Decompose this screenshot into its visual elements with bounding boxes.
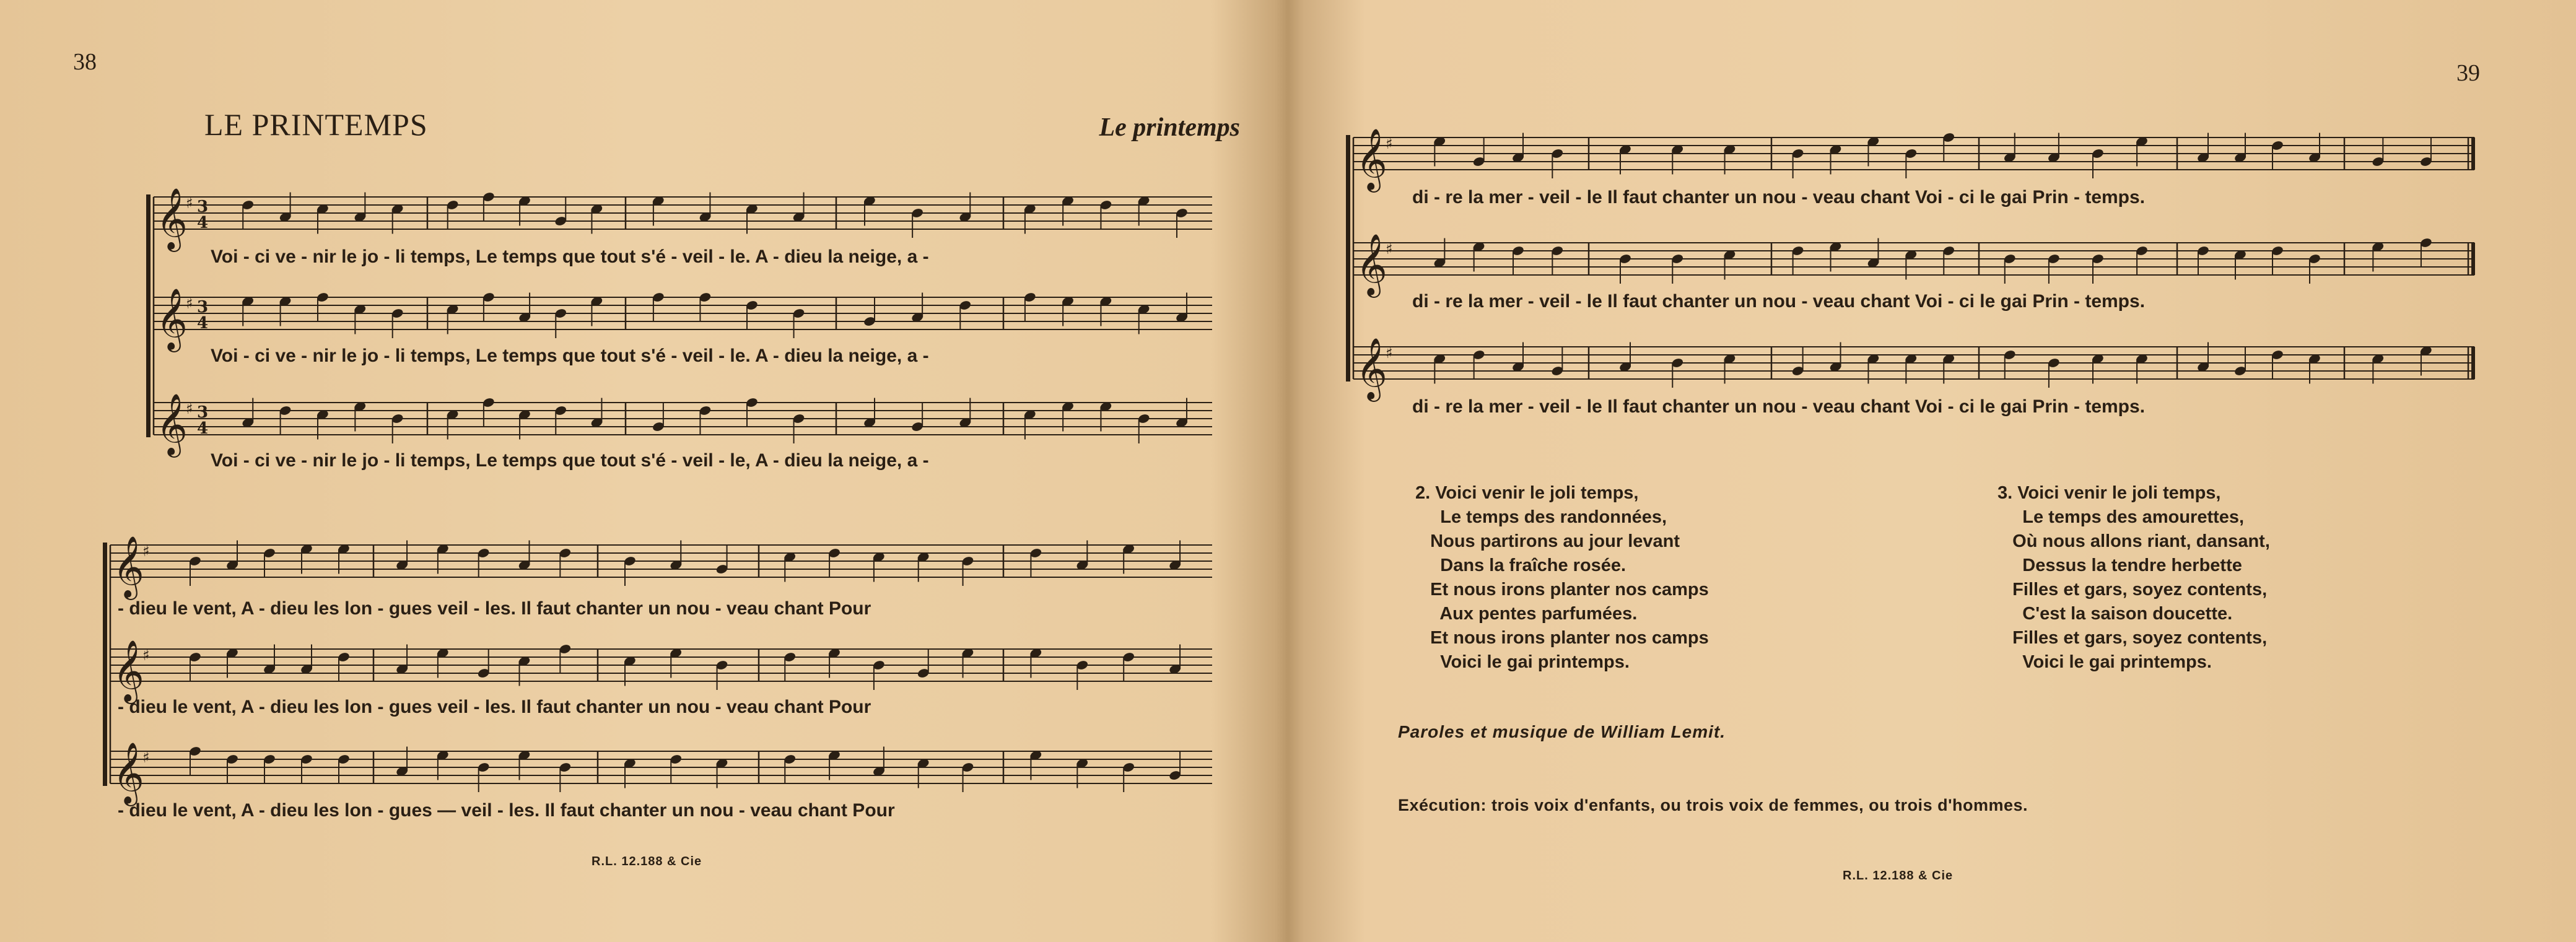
key-signature-sharp: ♯ bbox=[186, 194, 193, 212]
system-bracket bbox=[1346, 135, 1350, 382]
key-signature-sharp: ♯ bbox=[1386, 135, 1393, 152]
key-signature-sharp: ♯ bbox=[186, 400, 193, 417]
treble-clef-icon: 𝄞 bbox=[156, 188, 188, 250]
key-signature-sharp: ♯ bbox=[142, 647, 150, 664]
treble-clef-icon: 𝄞 bbox=[156, 288, 188, 350]
verse-2: 2. Voici venir le joli temps, Le temps des randonnées, Nous partirons au jour levant Dans la fraîche rosée. Et nous irons planter nos camps Aux pentes parfumées. Et nous irons planter nos camps Voici le gai printemps. bbox=[1415, 483, 1709, 672]
lyrics-right-voice2: di - re la mer - veil - le Il faut chanter un nou - veau chant Voi - ci le gai Prin - temps. bbox=[1412, 291, 2146, 312]
staff bbox=[110, 649, 1212, 681]
treble-clef-icon: 𝄞 bbox=[1356, 338, 1387, 399]
author-credit: Paroles et musique de William Lemit. bbox=[1398, 722, 1726, 741]
song-subtitle: Le printemps bbox=[1099, 113, 1240, 142]
lyrics-system1-voice3: Voi - ci ve - nir le jo - li temps, Le temps que tout s'é - veil - le, A - dieu la neige, a - bbox=[211, 450, 929, 471]
treble-clef-icon: 𝄞 bbox=[113, 536, 144, 598]
lyrics-system2-voice3: - dieu le vent, A - dieu les lon - gues — veil - les. Il faut chanter un nou - veau chant Pour bbox=[118, 800, 895, 821]
lyrics-system2-voice2: - dieu le vent, A - dieu les lon - gues veil - les. Il faut chanter un nou - veau chant Pour bbox=[118, 697, 871, 717]
staff bbox=[154, 297, 1212, 329]
time-signature-top: 3 bbox=[197, 198, 209, 216]
lyrics-system1-voice2: Voi - ci ve - nir le jo - li temps, Le temps que tout s'é - veil - le. A - dieu la neige, a - bbox=[211, 346, 929, 366]
staff bbox=[154, 197, 1212, 229]
verse-3: 3. Voici venir le joli temps, Le temps des amourettes, Où nous allons riant, dansant, Dessus la tendre herbette Filles et gars, soyez contents, C'est la saison doucette. Filles et gars, soyez contents, Voici le gai printemps. bbox=[1997, 483, 2270, 672]
key-signature-sharp: ♯ bbox=[142, 543, 150, 560]
treble-clef-icon: 𝄞 bbox=[1356, 128, 1387, 190]
publisher-mark-right: R.L. 12.188 & Cie bbox=[1843, 869, 1954, 883]
time-signature-top: 3 bbox=[197, 298, 209, 316]
staff bbox=[110, 751, 1212, 783]
key-signature-sharp: ♯ bbox=[1386, 344, 1393, 362]
key-signature-sharp: ♯ bbox=[186, 295, 193, 312]
left-page bbox=[0, 0, 1282, 942]
final-barline-thick bbox=[2471, 137, 2475, 170]
staff bbox=[154, 403, 1212, 435]
final-barline-thick bbox=[2471, 243, 2475, 275]
key-signature-sharp: ♯ bbox=[1386, 240, 1393, 258]
lyrics-right-voice1: di - re la mer - veil - le Il faut chanter un nou - veau chant Voi - ci le gai Prin - temps. bbox=[1412, 187, 2146, 207]
time-signature-bottom: 4 bbox=[197, 419, 209, 438]
treble-clef-icon: 𝄞 bbox=[1356, 233, 1387, 295]
key-signature-sharp: ♯ bbox=[142, 749, 150, 766]
staff bbox=[1353, 347, 2474, 379]
song-title: LE PRINTEMPS bbox=[204, 107, 428, 142]
system-bracket bbox=[146, 194, 151, 437]
lyrics-system2-voice1: - dieu le vent, A - dieu les lon - gues veil - les. Il faut chanter un nou - veau chant Pour bbox=[118, 598, 871, 619]
system-bracket bbox=[103, 543, 107, 786]
lyrics-right-voice3: di - re la mer - veil - le Il faut chanter un nou - veau chant Voi - ci le gai Prin - temps. bbox=[1412, 396, 2146, 417]
time-signature-bottom: 4 bbox=[197, 214, 209, 232]
treble-clef-icon: 𝄞 bbox=[113, 742, 144, 804]
right-page bbox=[1291, 0, 2576, 942]
time-signature-bottom: 4 bbox=[197, 314, 209, 333]
publisher-mark-left: R.L. 12.188 & Cie bbox=[592, 855, 702, 868]
time-signature-top: 3 bbox=[197, 403, 209, 422]
page-number-left: 38 bbox=[73, 49, 97, 75]
treble-clef-icon: 𝄞 bbox=[156, 393, 188, 455]
treble-clef-icon: 𝄞 bbox=[113, 640, 144, 702]
final-barline-thick bbox=[2471, 347, 2475, 379]
lyrics-system1-voice1: Voi - ci ve - nir le jo - li temps, Le temps que tout s'é - veil - le. A - dieu la neige, a - bbox=[211, 246, 929, 267]
staff bbox=[110, 545, 1212, 577]
page-number-right: 39 bbox=[2456, 60, 2480, 86]
performance-note: Exécution: trois voix d'enfants, ou trois voix de femmes, ou trois d'hommes. bbox=[1398, 796, 2028, 814]
